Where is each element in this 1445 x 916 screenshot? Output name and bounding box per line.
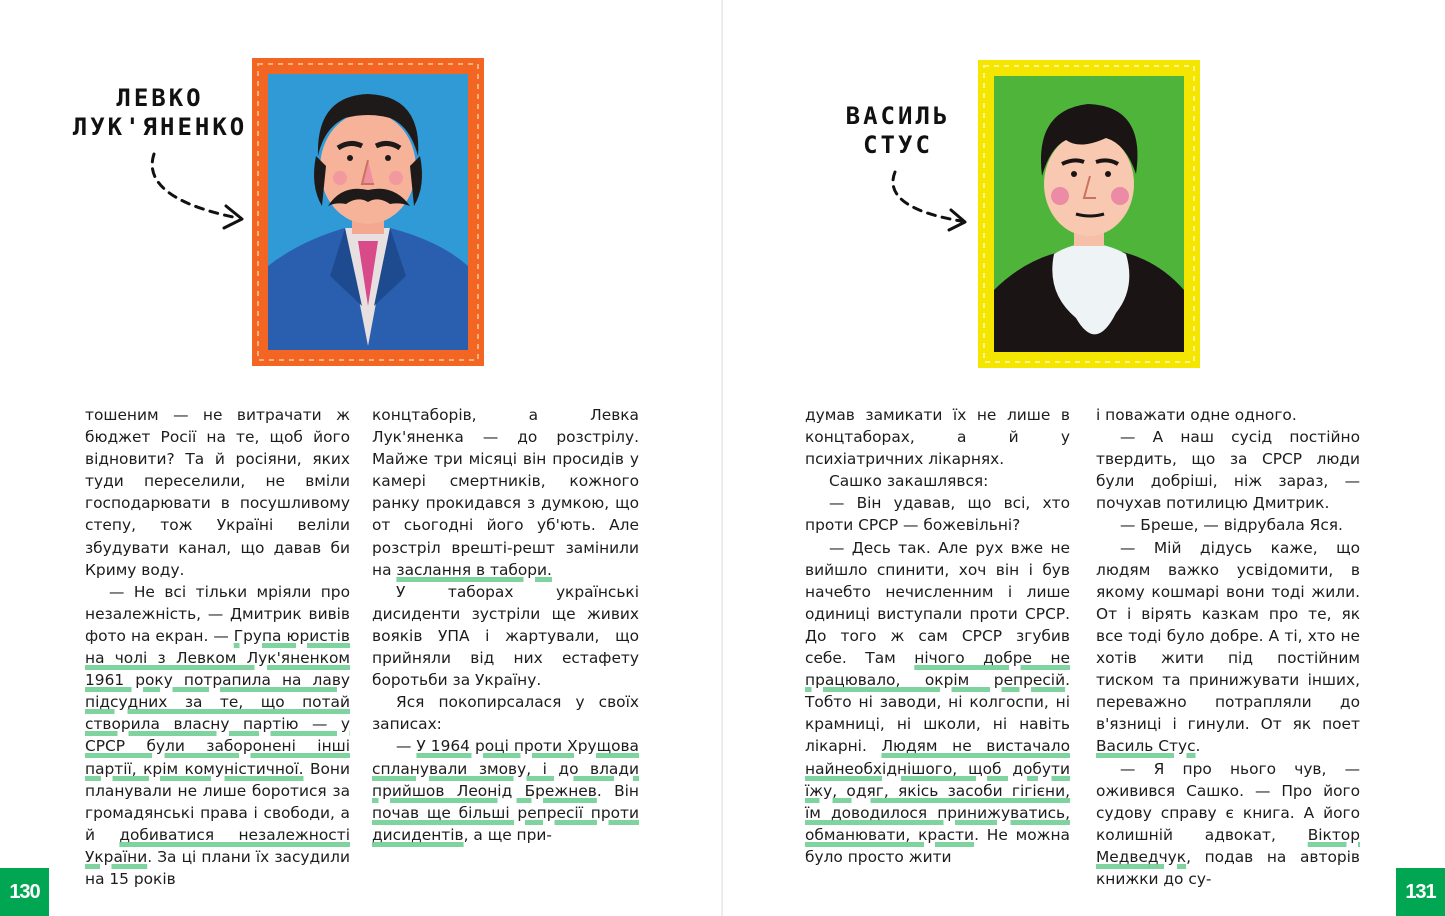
- highlight: заслання в табори.: [396, 560, 552, 579]
- paragraph-text: , а ще при-: [463, 825, 552, 844]
- paragraph-text: концтаборів, а Левка Лук'яненка — до розстрілу. Майже три місяці він просидів у камері смертників, кожного ранку прокидався з думкою, що от сьогодні його уб'ють. Але розстріл врешті-решт замінили на: [372, 406, 639, 579]
- paragraph-text: , подав на авторів книжки до су-: [1096, 847, 1360, 888]
- right-page: [723, 0, 1445, 916]
- highlight: Група юристів на чолі з Левком Лук'яненком 1961 року потрапила на лаву підсудних за те, що потай створила власну партію — у СРСР були заборонені інші партії, крім комуністичної.: [85, 626, 350, 778]
- page-number-right: 131: [1396, 868, 1445, 916]
- paragraph-text: . Він: [596, 781, 639, 800]
- page-number-left: 130: [0, 868, 49, 916]
- paragraph-text: — Мій дідусь каже, що людям важко усвідомити, в якому кошмарі вони тоді жили. От і вірять казкам про те, як все тоді було добре. А ті, хто не хотів жити під постійним тиском та принижувати інших, переважно потрапляли до в'язниці і гинули. От як поет: [1096, 538, 1360, 734]
- arrow-icon: [138, 148, 258, 238]
- paragraph: тошеним — не витрачати ж бюджет Росії на те, щоб його відновити? Та й росіяни, яких туди переселили, не вміли господарювати в посушливому степу, тож Україні веліли збудувати канал, що давав би Криму воду.: [85, 406, 350, 579]
- highlight: почав ще більші репресії проти дисидентів: [372, 803, 639, 844]
- paragraph-text: — Десь так. Але рух вже не вийшло спинити, хоч він і був начебто нечисленним і лише одиниці виступали проти СРСР. До того ж сам СРСР згубив себе. Там: [805, 538, 1070, 668]
- highlight: нічого добре не працювало, окрім репресій: [805, 649, 1070, 690]
- paragraph: — А наш сусід постійно твердить, що за СРСР люди були добріші, ніж зараз, — почухав потилицю Дмитрик.: [1096, 428, 1360, 513]
- arrow-icon: [881, 166, 981, 236]
- text-column-3: [805, 404, 1070, 868]
- paragraph-text: .: [1195, 737, 1201, 756]
- caption-line-2: СТУС: [863, 131, 933, 159]
- paragraph-text: Вони планували не лише боротися за громадянські права і свободи, а й: [85, 759, 350, 844]
- portrait-stus: [976, 58, 1202, 370]
- portrait-caption-lukianenko: [70, 84, 250, 142]
- highlight: Людям не вистачало найнеобхіднішого, щоб добути їжу, одяг, якісь засоби гігієни, їм доводилося принижуватись, обманювати, красти: [805, 737, 1070, 844]
- caption-line-1: ЛЕВКО: [116, 84, 204, 112]
- text-column-4: [1096, 404, 1360, 890]
- paragraph: Сашко закашлявся:: [829, 472, 989, 491]
- paragraph: думав замикати їх не лише в концтаборах, а й у психіатричних лікарнях.: [805, 406, 1070, 469]
- caption-line-2: ЛУК'ЯНЕНКО: [72, 113, 248, 141]
- paragraph: — Бреше, — відрубала Яся.: [1120, 516, 1343, 535]
- paragraph-text: . Тобто ні заводи, ні колгоспи, ні крамниці, ні школи, ні навіть лікарні.: [805, 671, 1070, 756]
- paragraph: У таборах українські дисиденти зустріли ще живих вояків УПА і жартували, що прийняли від них естафету боротьби за Україну.: [372, 582, 639, 690]
- highlight: добиватися незалежності України: [85, 825, 350, 866]
- paragraph-text: . Не можна було просто жити: [805, 825, 1070, 866]
- paragraph: Яся покопирсалася у своїх записах:: [372, 693, 639, 734]
- paragraph-text: . За ці плани їх засудили на 15 років: [85, 847, 350, 888]
- paragraph-text: — Не всі тільки мріяли про незалежність, — Дмитрик вивів фото на екран. —: [85, 582, 350, 645]
- paragraph: — Він удавав, що всі, хто проти СРСР — божевільні?: [805, 494, 1070, 535]
- paragraph: і поважати одне одного.: [1096, 406, 1297, 424]
- portrait-caption-stus: [833, 102, 963, 160]
- text-column-2: [372, 404, 639, 846]
- text-column-1: [85, 404, 350, 890]
- paragraph-text: — Я про нього чув, — оживився Сашко. — Про його судову справу є книга. А його колишній адвокат,: [1096, 759, 1360, 844]
- paragraph-text: —: [396, 737, 417, 756]
- left-page: [0, 0, 722, 916]
- highlight: Василь Стус: [1096, 737, 1196, 756]
- caption-line-1: ВАСИЛЬ: [845, 102, 951, 130]
- highlight: У 1964 році проти Хрущова спланували змову, і до влади прийшов Леонід Брежнев: [372, 737, 639, 800]
- highlight: Віктор Медведчук: [1096, 825, 1360, 866]
- portrait-lukianenko: [250, 56, 486, 368]
